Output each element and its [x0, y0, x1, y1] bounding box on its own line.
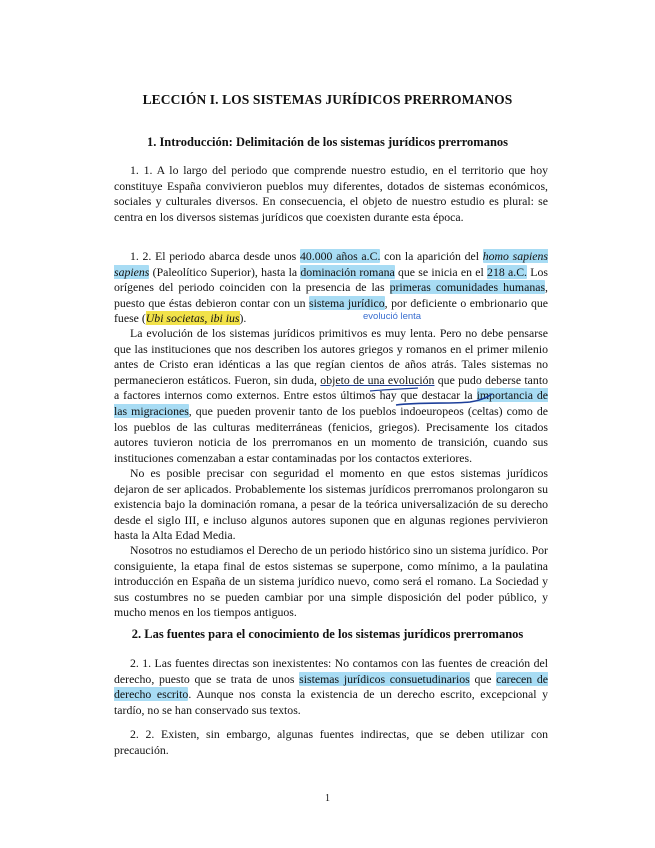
highlight-218: 218 a.C.	[487, 264, 528, 279]
paragraph-1-5: Nosotros no estudiamos el Derecho de un periodo histórico sino un sistema jurídico. Por consiguiente, la etapa final de estos sistemas se superpone, como mínimo, a la paulatina introducción en España de un sistema jurídico nuevo, como será el romano. La Sociedad y sus costumbres no se pueden cambiar por una simple disposición del poder público, y mucho menos en los tiempos antiguos.	[114, 543, 548, 620]
underlined-evolucion: objeto de una evolución	[320, 372, 435, 387]
highlight-derecho-escrito: carecen de derecho escrito	[114, 671, 549, 702]
paragraph-1-2	[114, 249, 548, 327]
paragraph-2-1	[114, 656, 548, 718]
text-run: , puesto que éstas debieron contar con un	[114, 280, 548, 310]
section-2-heading: 2. Las fuentes para el conocimiento de los sistemas jurídicos prerromanos	[131, 627, 524, 641]
text-run: 1. 2. El periodo abarca desde unos	[130, 249, 300, 263]
text-run: 2. 1. Las fuentes directas son inexistentes: No contamos con las fuentes de creación del derecho, puesto que se trata de unos	[114, 656, 548, 686]
text-run: que se inicia en el	[394, 264, 488, 279]
handwritten-annotation: evolució lenta	[363, 311, 422, 322]
paragraph-1-4: No es posible precisar con seguridad el momento en que estos sistemas jurídicos dejaron de ser aplicados. Probablemente los sistemas jurídicos prerromanos prolongaron su existencia bajo la dominación romana, a pesar de la teórica universalización de su derecho desde el siglo III, e incluso algunos autores suponen que en algunas regiones pervivieron hasta la Alta Edad Media.	[114, 466, 548, 543]
text-run: . Aunque nos consta la existencia de un derecho escrito, excepcional y tardío, no se han conservado sus textos.	[114, 687, 548, 717]
lesson-title: LECCIÓN I. LOS SISTEMAS JURÍDICOS PRERROMANOS	[142, 92, 513, 107]
highlight-consuetudinarios: sistemas jurídicos consuetudinarios	[299, 671, 470, 686]
text-run: (Paleolítico Superior), hasta la	[149, 264, 301, 279]
text-run: con la aparición del	[380, 249, 483, 263]
text-run: que	[469, 671, 497, 686]
paragraph-2-2: 2. 2. Existen, sin embargo, algunas fuentes indirectas, que se deben utilizar con precaución.	[114, 727, 548, 757]
highlight-sistema-juridico: sistema jurídico	[309, 295, 385, 310]
text-run: que pudo deberse tanto a factores internos como externos. Entre estos últimos hay que destacar la	[114, 372, 548, 403]
paragraph-1-3	[114, 326, 548, 466]
section-1-heading: 1. Introducción: Delimitación de los sistemas jurídicos prerromanos	[146, 135, 509, 149]
highlight-ubi-societas: Ubi societas, ibi ius	[145, 311, 240, 326]
highlight-migraciones: importancia de las migraciones	[114, 388, 548, 418]
paragraph-1-1: 1. 1. A lo largo del periodo que comprende nuestro estudio, en el territorio que hoy constituye España convivieron pueblos muy diferentes, dotados de sistemas económicos, sociales y culturales diversos. En consecuencia, el objeto de nuestro estudio es plural: se centra en los diversos sistemas jurídicos que coexisten durante esta época.	[114, 163, 548, 224]
text-run: , por deficiente o embrionario que fuese (	[114, 295, 548, 326]
text-run: La evolución de los sistemas jurídicos primitivos es muy lenta. Pero no debe pensarse que las instituciones que nos describen los autores griegos y romanos en el primer milenio antes de Cristo eran idénticas a las que regían cientos de años atrás. Tales sistemas no permanecieron estáticos. Fueron, sin duda,	[114, 326, 548, 387]
text-run: ).	[239, 311, 247, 326]
highlight-dominacion-romana: dominación romana	[300, 264, 395, 279]
highlight-40000: 40.000 años a.C.	[299, 249, 381, 263]
highlight-homo-sapiens: homo sapiens sapiens	[114, 249, 549, 279]
text-run: , que pueden provenir tanto de los pueblos indoeuropeos (celtas) como de los pueblos de las culturas mediterráneas (fenicios, griegos). Precisamente los citados autores tuvieron noticia de los prerromanos en un momento de transición, cuando sus instituciones comenzaban a estar contaminadas por los contactos exteriores.	[114, 403, 548, 465]
highlight-primeras-comunidades: primeras comunidades humanas	[389, 280, 546, 295]
text-run: Los orígenes del periodo coinciden con la presencia de las	[114, 264, 548, 295]
page-number: 1	[325, 793, 330, 804]
